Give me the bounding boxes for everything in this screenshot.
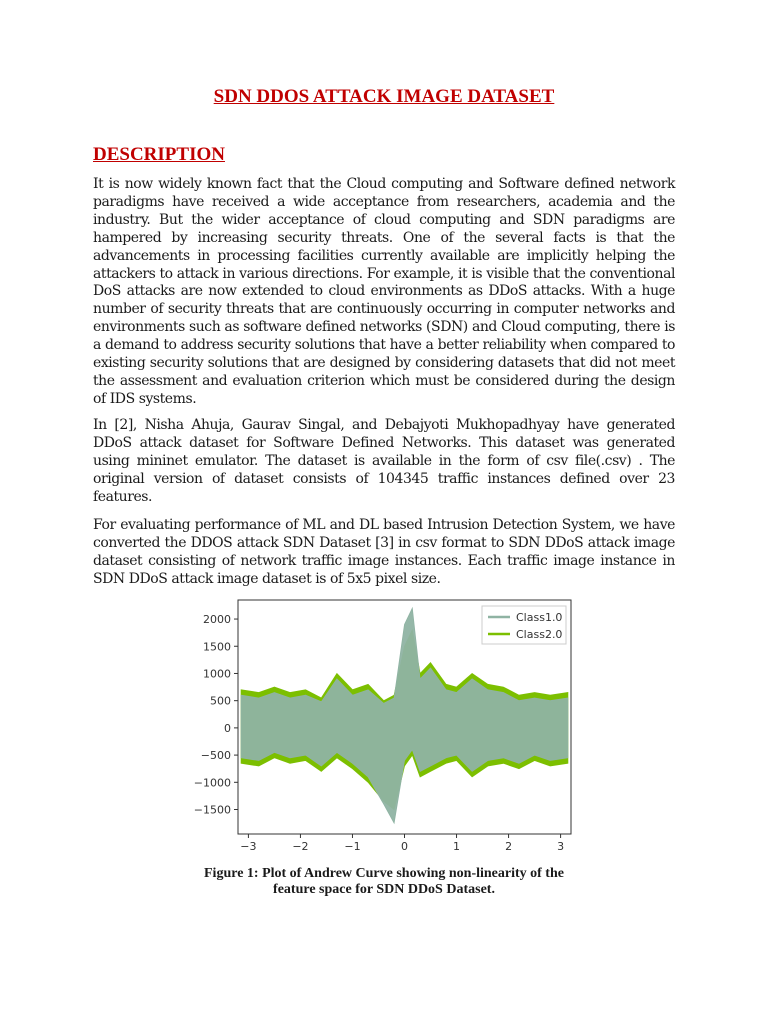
paragraph: It is now widely known fact that the Cloud computing and Software defined network paradigms have received a wide acceptance from researchers, academia and the industry. But the wider acceptance of cloud computing and SDN paradigms are hampered by increasing security threats. One of the several facts is that the advancements in processing facilities currently available are implicitly helping the attackers to attack in various directions. For example, it is visible that the conventional DoS attacks are now extended to cloud environments as DDoS attacks. With a huge number of security threats that are continuously occurring in computer networks and environments such as software defined networks (SDN) and Cloud computing, there is a demand to address security solutions that have a better reliability when compared to existing security solutions that are designed by considering datasets that did not meet the assessment and evaluation criterion which must be considered during the design of IDS systems. [93, 176, 675, 407]
chart-legend [482, 606, 566, 644]
y-tick-label: 2000 [203, 613, 231, 627]
x-tick-label: 2 [505, 840, 513, 853]
x-tick-label: 0 [401, 840, 408, 853]
x-tick-label: 1 [453, 840, 461, 853]
section-heading: DESCRIPTION [93, 144, 225, 165]
y-tick-label: −500 [200, 749, 231, 763]
legend-label-class1: Class1.0 [516, 611, 563, 624]
y-tick-label: 0 [224, 721, 231, 735]
paragraph: In [2], Nisha Ahuja, Gaurav Singal, and Debajyoti Mukhopadhyay have generated DDoS attack dataset for Software Defined Networks. This dataset was generated using mininet emulator. The dataset is available in the form of csv file(.csv) . The original version of dataset consists of 104345 traffic instances defined over 23 features. [93, 417, 675, 505]
andrews-curve-figure [190, 598, 580, 860]
figure-caption-line2: feature space for SDN DDoS Dataset. [273, 882, 495, 897]
x-tick-label: −3 [240, 840, 257, 853]
page-title: SDN DDOS ATTACK IMAGE DATASET [213, 86, 555, 107]
y-tick-label: −1000 [193, 776, 231, 790]
andrews-curve-chart [190, 598, 580, 860]
x-tick-label: 3 [557, 840, 565, 853]
x-tick-label: −1 [344, 840, 361, 853]
y-tick-label: 500 [210, 694, 231, 708]
y-tick-label: 1000 [203, 667, 231, 681]
y-tick-label: 1500 [203, 640, 231, 654]
y-tick-label: −1500 [193, 803, 231, 817]
x-tick-label: −2 [292, 840, 309, 853]
paragraph: For evaluating performance of ML and DL based Intrusion Detection System, we have converted the DDOS attack SDN Dataset [3] in csv format to SDN DDoS attack image dataset consisting of network traffic image instances. Each traffic image instance in SDN DDoS attack image dataset is of 5x5 pixel size. [93, 517, 675, 587]
figure-caption-line1: Figure 1: Plot of Andrew Curve showing non-linearity of the [204, 866, 564, 881]
legend-label-class2: Class2.0 [516, 628, 563, 641]
figure-caption [120, 866, 648, 898]
